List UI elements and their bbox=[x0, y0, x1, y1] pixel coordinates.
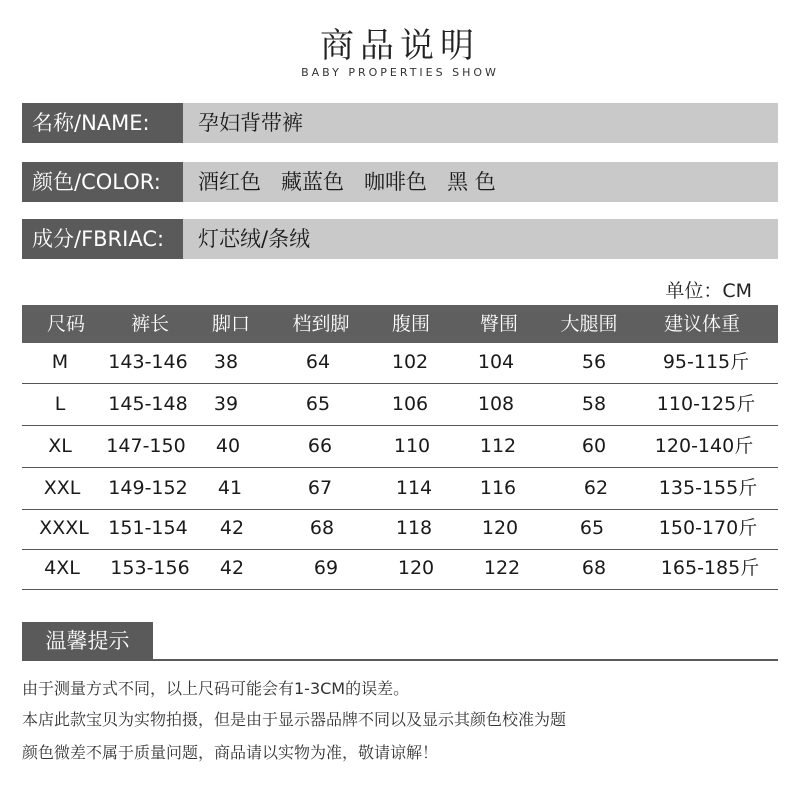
column-header: 臀围 bbox=[479, 313, 519, 335]
info-row-name bbox=[22, 103, 778, 143]
table-cell: 150-170斤 bbox=[658, 517, 758, 539]
table-cell: 38 bbox=[213, 351, 239, 373]
table-cell: 66 bbox=[307, 435, 333, 457]
info-row-fabric bbox=[22, 219, 778, 259]
table-cell: 65 bbox=[305, 393, 331, 415]
table-cell: 145-148 bbox=[108, 393, 188, 415]
table-cell: 120 bbox=[397, 557, 435, 579]
table-cell: 56 bbox=[581, 351, 607, 373]
table-cell: 120 bbox=[481, 517, 519, 539]
info-value: 灯芯绒/条绒 bbox=[198, 227, 311, 251]
tip-line: 本店此款宝贝为实物拍摄，但是由于显示器品牌不同以及显示其颜色校准为题 bbox=[22, 710, 567, 729]
table-cell: 42 bbox=[219, 557, 245, 579]
table-cell: 147-150 bbox=[106, 435, 186, 457]
table-row bbox=[22, 507, 778, 550]
info-label: 成分/FBRIAC: bbox=[22, 219, 183, 259]
table-cell: 64 bbox=[305, 351, 331, 373]
table-cell: XXL bbox=[43, 477, 81, 499]
table-cell: 41 bbox=[217, 477, 243, 499]
table-cell: 69 bbox=[313, 557, 339, 579]
info-label: 颜色/COLOR: bbox=[22, 162, 183, 202]
tip-line: 颜色微差不属于质量问题，商品请以实物为准，敬请谅解！ bbox=[22, 743, 439, 762]
table-cell: 102 bbox=[391, 351, 429, 373]
table-cell: 143-146 bbox=[108, 351, 188, 373]
table-row bbox=[22, 467, 778, 510]
table-cell: 122 bbox=[483, 557, 521, 579]
table-cell: 40 bbox=[215, 435, 241, 457]
table-cell: 151-154 bbox=[108, 517, 188, 539]
table-cell: 58 bbox=[581, 393, 607, 415]
column-header: 大腿围 bbox=[560, 313, 618, 335]
size-table-header bbox=[22, 305, 778, 343]
page-title: 商品说明 bbox=[320, 26, 480, 66]
table-cell: 110-125斤 bbox=[656, 393, 756, 415]
table-cell: XL bbox=[48, 435, 72, 457]
table-cell: 62 bbox=[583, 477, 609, 499]
table-cell: 120-140斤 bbox=[654, 435, 754, 457]
table-cell: 95-115斤 bbox=[662, 351, 750, 373]
unit-label: 单位：CM bbox=[665, 280, 752, 302]
table-cell: 106 bbox=[391, 393, 429, 415]
table-cell: 116 bbox=[479, 477, 517, 499]
table-cell: 108 bbox=[477, 393, 515, 415]
column-header: 建议体重 bbox=[663, 313, 741, 335]
table-cell: 112 bbox=[479, 435, 517, 457]
table-cell: 165-185斤 bbox=[660, 557, 760, 579]
table-cell: XXXL bbox=[39, 517, 89, 539]
table-cell: 42 bbox=[219, 517, 245, 539]
table-cell: 39 bbox=[213, 393, 239, 415]
table-cell: M bbox=[51, 351, 69, 373]
table-cell: 60 bbox=[581, 435, 607, 457]
info-label: 名称/NAME: bbox=[22, 103, 183, 143]
table-cell: 67 bbox=[307, 477, 333, 499]
info-row-color bbox=[22, 162, 778, 202]
table-cell: 110 bbox=[393, 435, 431, 457]
column-header: 尺码 bbox=[46, 313, 86, 335]
table-cell: 4XL bbox=[44, 557, 80, 579]
table-cell: 114 bbox=[395, 477, 433, 499]
table-cell: 118 bbox=[395, 517, 433, 539]
column-header: 腹围 bbox=[391, 313, 431, 335]
table-cell: 135-155斤 bbox=[658, 477, 758, 499]
table-cell: 65 bbox=[579, 517, 605, 539]
table-row bbox=[22, 341, 778, 384]
table-row bbox=[22, 383, 778, 426]
table-row bbox=[22, 425, 778, 468]
table-cell: 149-152 bbox=[108, 477, 188, 499]
info-value: 孕妇背带裤 bbox=[198, 111, 303, 135]
table-cell: 104 bbox=[477, 351, 515, 373]
table-cell: L bbox=[54, 393, 66, 415]
column-header: 脚口 bbox=[211, 313, 251, 335]
table-cell: 153-156 bbox=[110, 557, 190, 579]
column-header: 裤长 bbox=[130, 313, 170, 335]
tips-title: 温馨提示 bbox=[22, 622, 153, 660]
page-subtitle: BABY PROPERTIES SHOW bbox=[301, 66, 499, 79]
table-cell: 68 bbox=[309, 517, 335, 539]
table-cell: 68 bbox=[581, 557, 607, 579]
tip-line: 由于测量方式不同，以上尺码可能会有1-3CM的误差。 bbox=[22, 679, 410, 698]
column-header: 档到脚 bbox=[292, 313, 350, 335]
info-value: 酒红色 藏蓝色 咖啡色 黑 色 bbox=[198, 170, 496, 194]
table-row bbox=[22, 547, 778, 590]
